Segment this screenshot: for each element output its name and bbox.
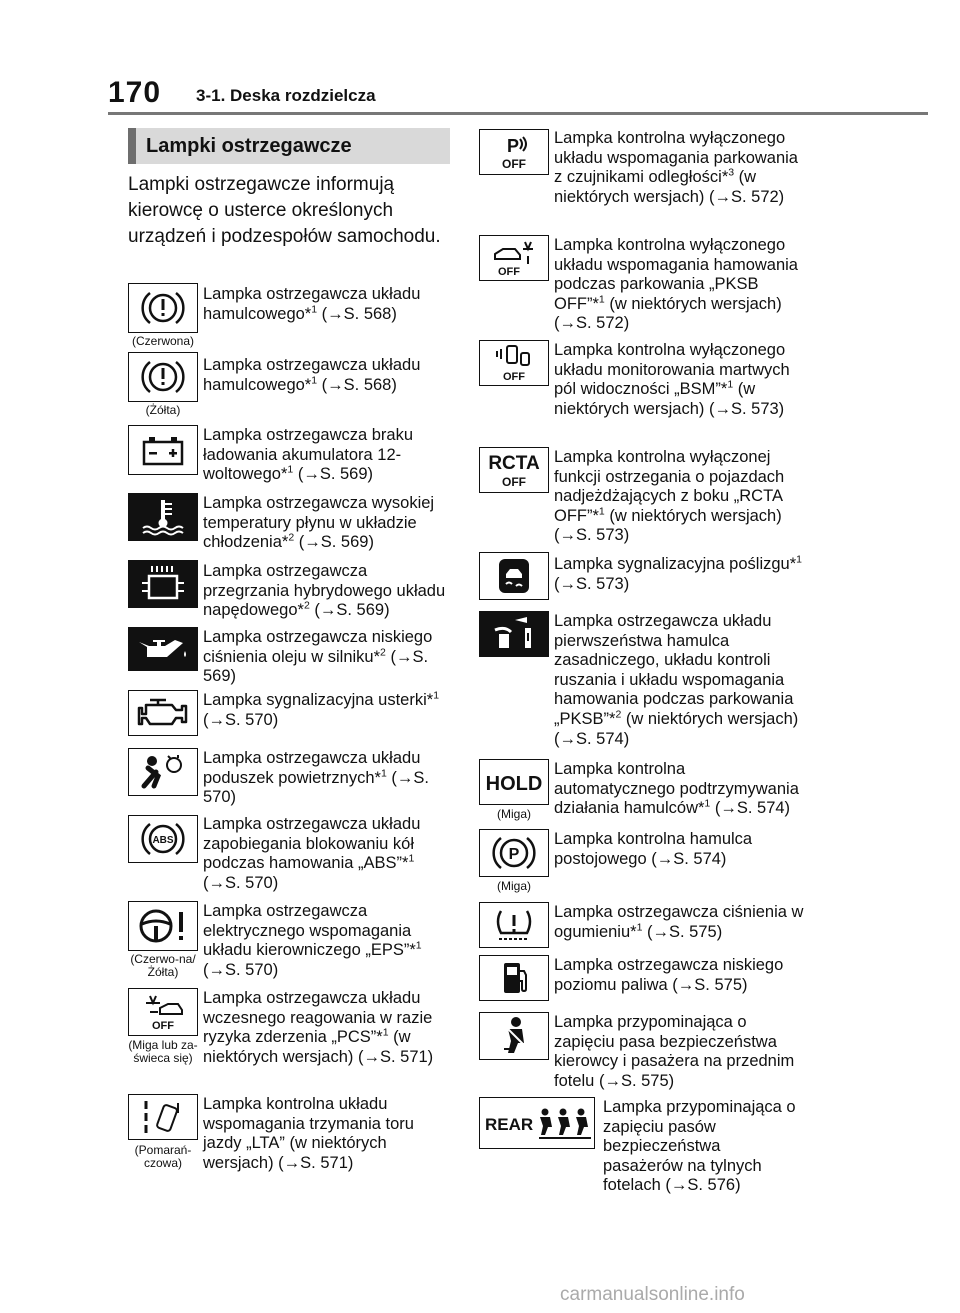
icon-caption: (Pomarań-czowa) (134, 1143, 192, 1170)
svg-text:P: P (507, 136, 520, 156)
warning-desc: Lampka ostrzegawcza elektrycznego wspomagania układu kierowniczego „EPS”*$^1$ (→S. 570) (203, 902, 422, 979)
check-engine-icon (128, 690, 198, 736)
heading-text: Lampki ostrzegawcze (146, 135, 352, 157)
hybrid-overheat-icon (128, 560, 198, 608)
page-number: 170 (108, 76, 162, 109)
warning-desc: Lampka ostrzegawcza wysokiej temperatury płynu w układzie chłodzenia*$^2$ (→S. 569) (203, 494, 435, 552)
warning-desc: Lampka ostrzegawcza niskiego ciśnienia oleju w silniku*$^2$ (→S. 569) (203, 628, 433, 686)
section-title: 3-1. Deska rozdzielcza (196, 86, 376, 105)
brake-warning-icon (128, 352, 198, 402)
svg-text:REAR: REAR (485, 1115, 534, 1134)
indicator-desc: Lampka kontrolna automatycznego podtrzymywania działania hamulców*$^1$ (→S. 574) (554, 760, 799, 818)
indicator-desc: Lampka ostrzegawcza ciśnienia w ogumieniu*$^1$ (→S. 575) (554, 903, 804, 941)
tire-pressure-icon (479, 902, 549, 948)
svg-text:OFF: OFF (502, 157, 526, 171)
indicator-desc: Lampka przypominająca o zapięciu pasów bezpieczeństwa pasażerów na tylnych fotelach (→S. 576) (603, 1098, 796, 1195)
eps-steering-icon (128, 901, 198, 951)
indicator-desc: Lampka kontrolna wyłączonego układu wspomagania hamowania podczas parkowania „PKSB OFF”*$^1$ (w niektórych wersjach) (→S. 572) (554, 236, 798, 333)
svg-text:OFF: OFF (502, 475, 526, 489)
icon-caption: (Czerwo-na/Żółta) (130, 952, 196, 979)
pksb-off-icon (479, 235, 549, 281)
indicator-desc: Lampka kontrolna wyłączonej funkcji ostrzegania o pojazdach nadjeżdżających z boku „RCTA OFF”*$^1$ (w niektórych wersjach) (→S. 573) (554, 448, 785, 545)
icon-caption: (Miga) (496, 879, 531, 893)
icon-caption: (Czerwona) (131, 334, 194, 348)
indicator-desc: Lampka ostrzegawcza układu pierwszeństwa hamulca zasadniczego, układu kontroli ruszania i układu wspomagania hamowania podczas parkowania „PKSB”*$^2$ (w niektórych wersjach) (→S. 574) (554, 612, 799, 748)
header-rule (108, 112, 928, 115)
warning-desc: Lampka ostrzegawcza przegrzania hybrydowego układu napędowego*$^2$ (→S. 569) (203, 562, 446, 620)
svg-text:OFF: OFF (503, 371, 525, 383)
warning-desc: Lampka ostrzegawcza układu zapobiegania blokowaniu kół podczas hamowania „ABS”*$^1$ (→S. 570) (203, 815, 421, 892)
lta-icon (128, 1094, 198, 1140)
coolant-temperature-icon (128, 493, 198, 541)
indicator-desc: Lampka przypominająca o zapięciu pasa bezpieczeństwa kierowcy i pasażera na przednim fotelu (→S. 575) (554, 1013, 795, 1090)
rear-seatbelt-icon (479, 1097, 595, 1149)
rcta-off-icon (479, 447, 549, 493)
icon-caption: (Miga lub za-świeca się) (128, 1038, 198, 1065)
indicator-desc: Lampka kontrolna wyłączonego układu monitorowania martwych pól widoczności „BSM”*$^1$ (w niektórych wersjach) (→S. 573) (554, 341, 790, 418)
intro-text: Lampki ostrzegawcze informują kierowcę o usterce określonych urządzeń i podzespołów samochodu. (128, 174, 441, 247)
oil-pressure-icon (128, 627, 198, 671)
warning-desc: Lampka ostrzegawcza układu poduszek powietrznych*$^1$ (→S. 570) (203, 749, 429, 807)
icon-caption: (Miga) (496, 807, 531, 821)
indicator-desc: Lampka kontrolna wyłączonego układu wspomagania parkowania z czujnikami odległości*$^3$ (w niektórych wersjach) (→S. 572) (554, 129, 798, 206)
bsm-off-icon (479, 340, 549, 386)
watermark: carmanualsonline.info (560, 1284, 745, 1305)
svg-text:P: P (508, 846, 520, 863)
section-heading (128, 128, 450, 164)
warning-desc: Lampka ostrzegawcza układu wczesnego reagowania w razie ryzyka zderzenia „PCS”*$^1$ (w niektórych wersjach) (→S. 571) (203, 989, 434, 1066)
brake-override-icon (479, 611, 549, 657)
parking-sensor-off-icon (479, 129, 549, 175)
svg-text:HOLD: HOLD (485, 773, 543, 795)
brake-hold-icon (479, 759, 549, 805)
indicator-desc: Lampka sygnalizacyjna poślizgu*$^1$ (→S. 573) (554, 553, 802, 593)
indicator-desc: Lampka ostrzegawcza niskiego poziomu paliwa (→S. 575) (554, 956, 784, 994)
icon-caption: (Żółta) (145, 403, 181, 417)
slip-indicator-icon (479, 552, 549, 600)
warning-desc: Lampka sygnalizacyjna usterki*$^1$ (→S. 570) (203, 689, 440, 729)
svg-text:OFF: OFF (152, 1020, 174, 1032)
pcs-off-icon (128, 988, 198, 1036)
svg-text:ABS: ABS (152, 835, 174, 846)
warning-desc: Lampka ostrzegawcza układu hamulcowego*$^1$ (→S. 568) (203, 285, 421, 323)
fuel-icon (479, 955, 549, 1001)
brake-warning-icon (128, 283, 198, 333)
seatbelt-icon (479, 1012, 549, 1060)
warning-desc: Lampka ostrzegawcza układu hamulcowego*$^1$ (→S. 568) (203, 356, 421, 394)
warning-desc: Lampka ostrzegawcza braku ładowania akumulatora 12-woltowego*$^1$ (→S. 569) (203, 426, 414, 484)
parking-brake-icon (479, 829, 549, 877)
indicator-desc: Lampka kontrolna hamulca postojowego (→S. 574) (554, 830, 753, 868)
svg-text:RCTA: RCTA (488, 453, 540, 474)
svg-text:OFF: OFF (498, 266, 520, 278)
airbag-icon (128, 748, 198, 796)
abs-icon (128, 815, 198, 863)
warning-desc: Lampka kontrolna układu wspomagania trzymania toru jazdy „LTA” (w niektórych wersjach) (→S. 571) (203, 1095, 414, 1172)
battery-icon (128, 425, 198, 475)
